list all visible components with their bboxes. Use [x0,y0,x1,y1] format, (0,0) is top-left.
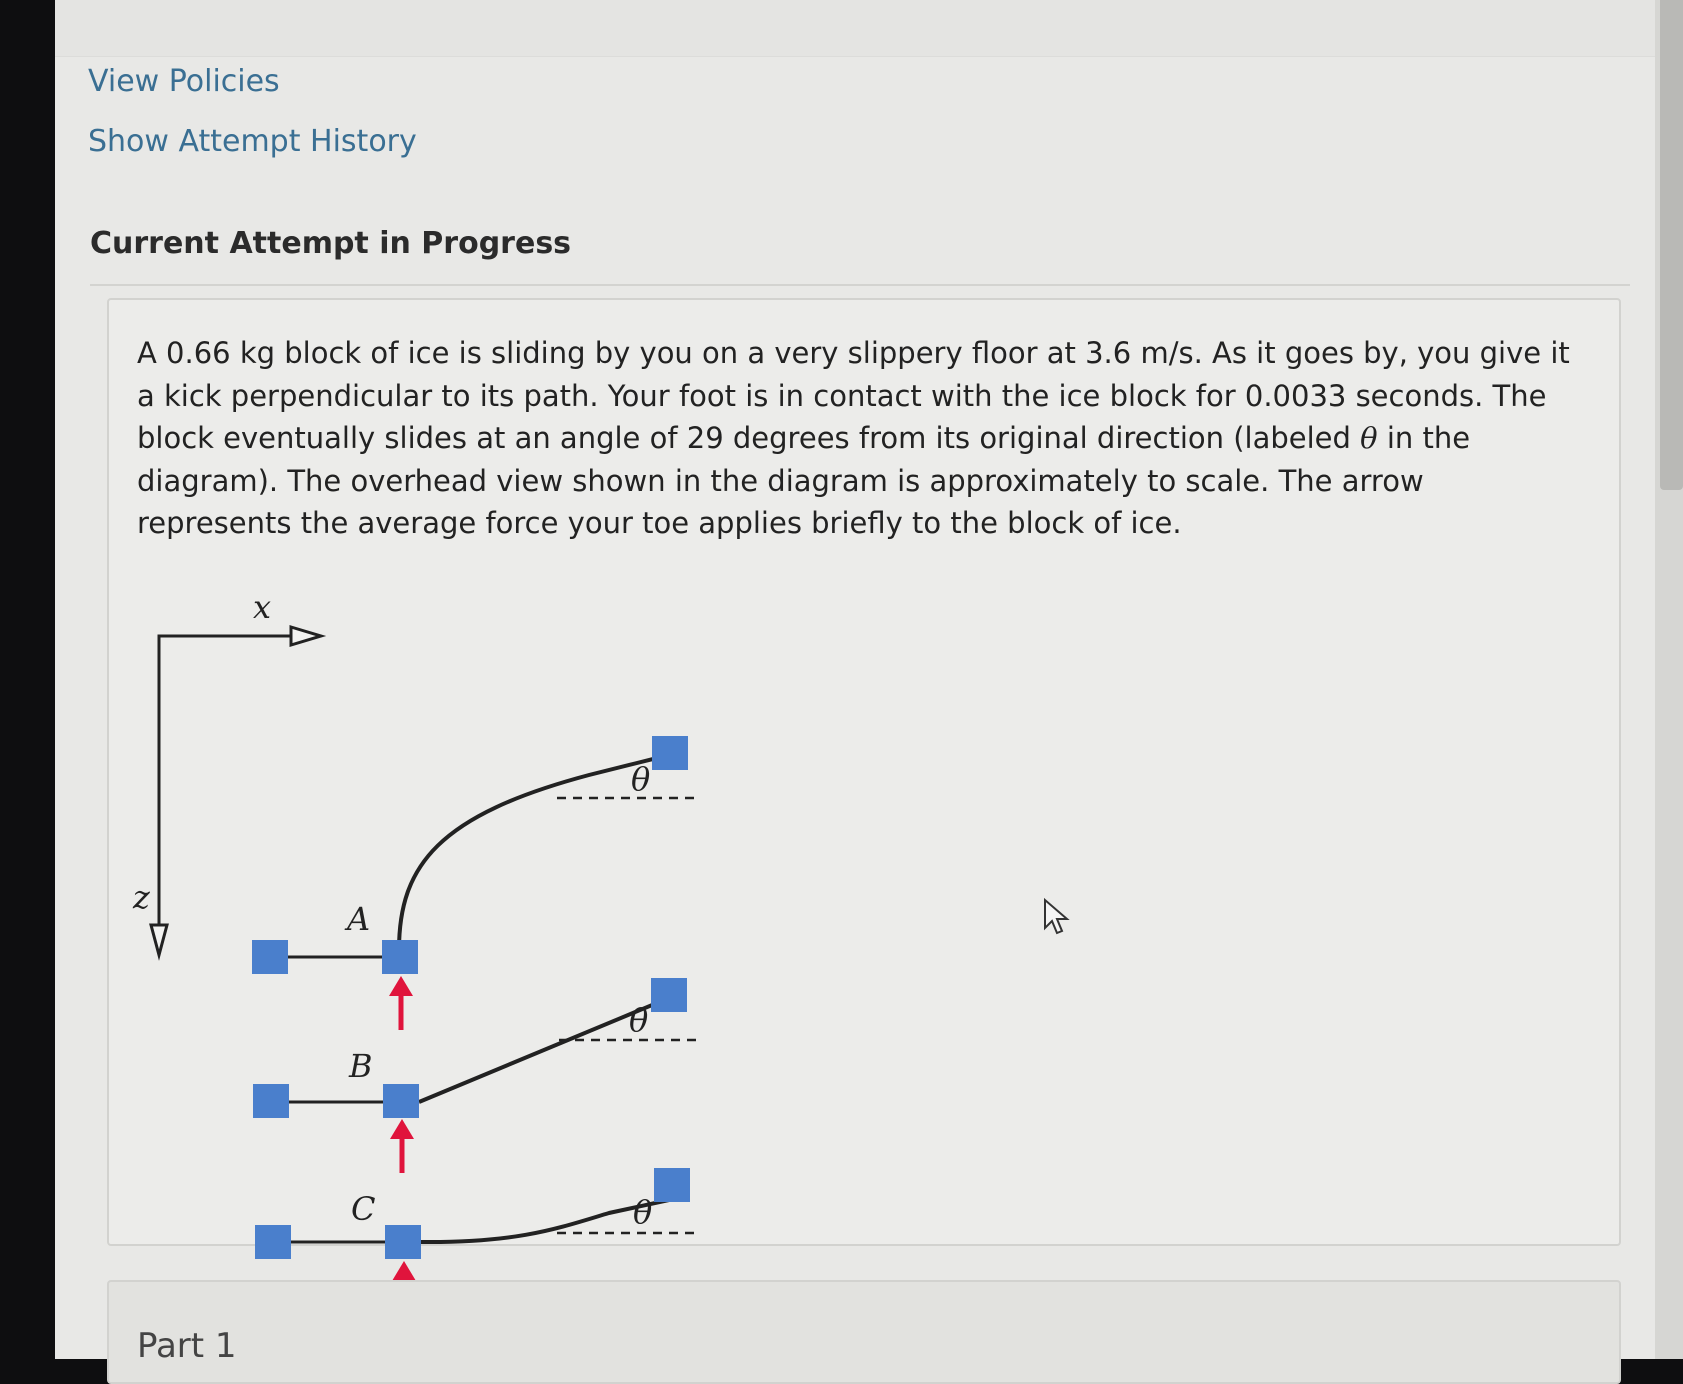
label-b: B [349,1047,373,1085]
block-c-end [654,1168,690,1202]
block-a-start [252,940,288,974]
problem-text-2: in the diagram). The overhead view shown in the diagram is approximately to scale. The arrow represents the average force your toe applies briefly to the block of ice. [137,421,1471,540]
z-axis-arrowhead [151,925,167,955]
angle-a: θ [631,760,651,798]
theta-symbol: θ [1360,421,1378,455]
force-arrow-a [389,976,413,1030]
screen [55,0,1665,1366]
show-attempt-history-link[interactable]: Show Attempt History [88,124,417,159]
force-arrow-b [390,1119,414,1173]
path-a-trajectory [399,755,669,950]
block-b-end [651,978,687,1012]
angle-b: θ [629,1001,649,1039]
block-b-start [253,1084,289,1118]
question-card [107,298,1621,1246]
coordinate-axes [132,588,321,955]
part-1-section [107,1280,1621,1384]
angle-c: θ [633,1193,653,1231]
attempt-heading: Current Attempt in Progress [90,226,572,261]
divider [90,284,1630,286]
block-c-kick [385,1225,421,1259]
problem-statement [137,332,1587,545]
label-c: C [351,1190,376,1228]
ice-block-diagram [133,580,739,1231]
x-axis-arrowhead [291,627,321,645]
block-a-end [652,736,688,770]
block-a-kick [382,940,418,974]
scrollbar-thumb[interactable] [1660,0,1683,490]
path-a [252,736,699,1030]
block-c-start [255,1225,291,1259]
view-policies-link[interactable]: View Policies [88,64,280,99]
label-a: A [347,900,371,938]
mouse-pointer-icon [1043,898,1071,938]
axis-lines [159,636,309,933]
x-axis-label: x [253,588,272,626]
z-axis-label: z [133,878,150,916]
problem-text-1: A 0.66 kg block of ice is sliding by you on a very slippery floor at 3.6 m/s. As it goes by, you give it a kick perpendicular to its path. Your foot is in contact with the ice block for 0.0033 seconds. The block eventually slides at an angle of 29 degrees from its original direction (labeled [137,336,1570,455]
part-title: Part 1 [137,1326,237,1366]
block-b-kick [383,1084,419,1118]
path-b [253,978,699,1173]
path-c-trajectory [421,1200,669,1242]
top-strip [55,0,1665,57]
